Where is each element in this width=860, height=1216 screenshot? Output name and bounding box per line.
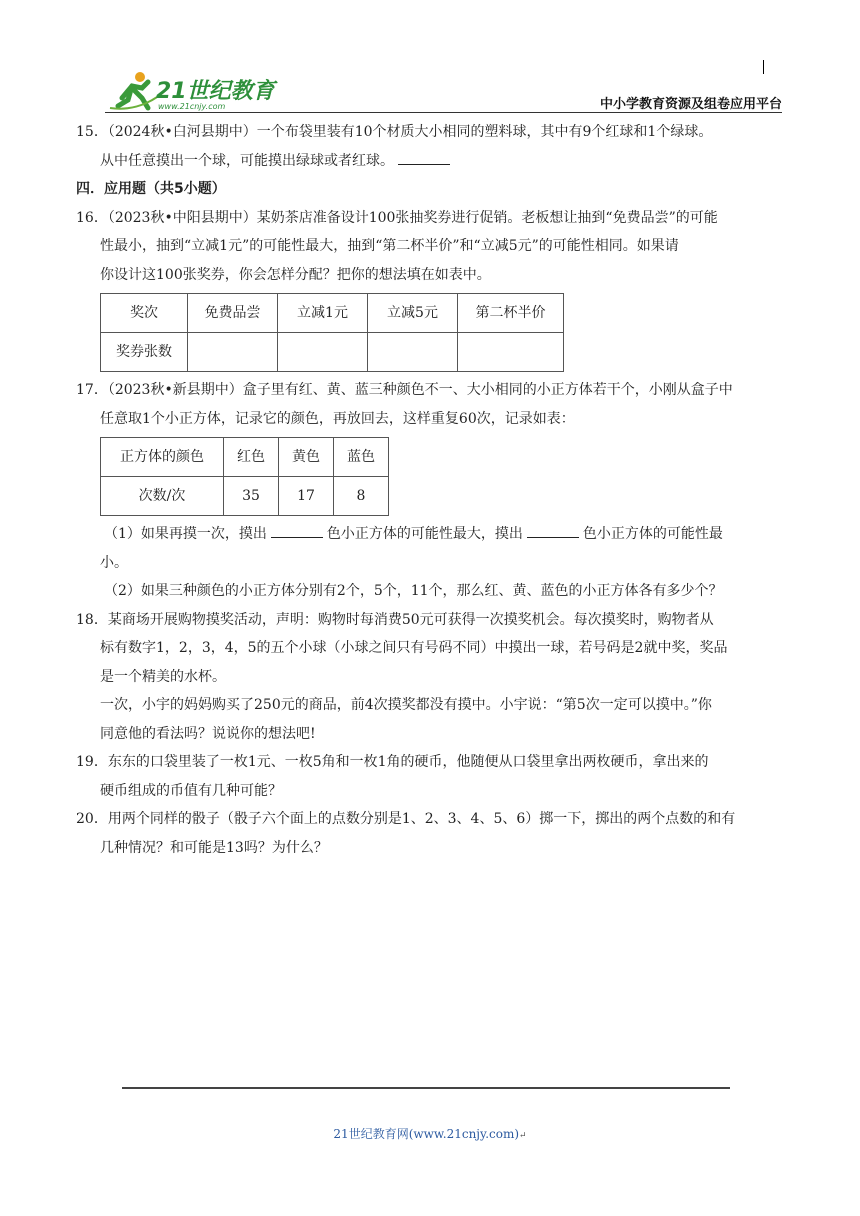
table-header-cell: 正方体的颜色 [101, 438, 224, 477]
question-15 [76, 118, 782, 175]
table-header-cell: 黄色 [279, 438, 334, 477]
question-18 [76, 606, 782, 749]
table-row [101, 333, 564, 372]
q17-sub-2: （2）如果三种颜色的小正方体分别有2个，5个，11个，那么红、黄、蓝色的小正方体各有多少个？ [104, 583, 723, 599]
q17-sub-1-part-a: （1）如果再摸一次，摸出 [104, 526, 267, 542]
table-cell: 17 [279, 477, 334, 516]
table-answer-cell[interactable] [278, 333, 368, 372]
table-header-cell: 红色 [224, 438, 279, 477]
table-header-cell: 立减5元 [368, 294, 458, 333]
table-header-cell: 立减1元 [278, 294, 368, 333]
q17-sub-1-part-b: 色小正方体的可能性最大，摸出 [326, 526, 523, 542]
document-body [76, 118, 782, 862]
q20-line-1: 20．用两个同样的骰子（骰子六个面上的点数分别是1、2、3、4、5、6）掷一下，掷出的两个点数的和有 [76, 811, 736, 827]
section-4-title: 四．应用题（共5小题） [76, 181, 226, 197]
answer-blank[interactable] [271, 523, 323, 538]
table-header-cell: 免费品尝 [188, 294, 278, 333]
q15-line-2 [76, 147, 782, 176]
table-cell: 次数/次 [101, 477, 224, 516]
question-19 [76, 748, 782, 805]
q18-line-1: 18．某商场开展购物摸奖活动，声明：购物时每消费50元可获得一次摸奖机会。每次摸奖时，购物者从 [76, 611, 714, 628]
table-header-cell: 蓝色 [334, 438, 389, 477]
q18-line-4: 一次，小宇的妈妈购买了250元的商品，前4次摸奖都没有摸中。小宇说：“第5次一定可以摸中。”你 [100, 697, 712, 713]
answer-blank[interactable] [398, 150, 450, 165]
table-header-row [101, 438, 389, 477]
table-row-label: 奖券张数 [101, 333, 188, 372]
q17-line-2: 任意取1个小正方体，记录它的颜色，再放回去，这样重复60次，记录如表： [100, 410, 575, 427]
question-20 [76, 805, 782, 862]
q16-line-1: 16．（2023秋•中阳县期中）某奶茶店准备设计100张抽奖券进行促销。老板想让抽到“免费品尝”的可能 [76, 209, 718, 226]
footer-text: 21世纪教育网(www.21cnjy.com) [333, 1127, 520, 1141]
platform-tagline: 中小学教育资源及组卷应用平台 [599, 97, 782, 112]
q17-sub-1-end: 小。 [100, 554, 128, 571]
corner-mark [763, 60, 764, 74]
table-answer-cell[interactable] [368, 333, 458, 372]
table-answer-cell[interactable] [458, 333, 564, 372]
table-cell: 8 [334, 477, 389, 516]
q18-line-2: 标有数字1，2，3，4，5的五个小球（小球之间只有号码不同）中摸出一球，若号码是2就中奖，奖品 [100, 640, 728, 656]
q19-line-1: 19．东东的口袋里装了一枚1元、一枚5角和一枚1角的硬币，他随便从口袋里拿出两枚硬币，拿出来的 [76, 754, 709, 770]
q18-line-5: 同意他的看法吗？说说你的想法吧! [100, 725, 316, 742]
q16-line-3: 你设计这100张奖券，你会怎样分配？把你的想法填在如表中。 [100, 266, 491, 283]
q17-record-table [100, 437, 389, 516]
q17-sub-1 [76, 520, 782, 549]
q17-line-1: 17．（2023秋•新县期中）盒子里有红、黄、蓝三种颜色不一、大小相同的小正方体若干个，小刚从盒子中 [76, 382, 733, 398]
q20-line-2: 几种情况？和可能是13吗？为什么？ [100, 839, 328, 856]
logo-text: 21世纪教育 [156, 79, 275, 104]
question-17 [76, 376, 782, 606]
table-cell: 35 [224, 477, 279, 516]
site-logo [108, 68, 283, 112]
table-row [101, 477, 389, 516]
footer-site-link[interactable] [0, 1125, 860, 1142]
q16-line-2: 性最小，抽到“立减1元”的可能性最大，抽到“第二杯半价”和“立减5元”的可能性相同。如果请 [100, 238, 679, 254]
q15-line-1: 15．（2024秋•白河县期中）一个布袋里装有10个材质大小相同的塑料球，其中有9个红球和1个绿球。 [76, 124, 713, 140]
q18-line-3: 是一个精美的水杯。 [100, 668, 226, 685]
q19-line-2: 硬币组成的币值有几种可能？ [100, 782, 282, 799]
question-16 [76, 204, 782, 373]
table-header-cell: 第二杯半价 [458, 294, 564, 333]
return-arrow-icon: ↵ [519, 1131, 527, 1141]
q16-prize-table [100, 293, 564, 372]
q15-line-2-text: 从中任意摸出一个球，可能摸出绿球或者红球。 [100, 152, 394, 169]
footer-divider [122, 1087, 730, 1089]
table-header-row [101, 294, 564, 333]
q17-sub-1-part-c: 色小正方体的可能性最 [582, 526, 723, 542]
table-answer-cell[interactable] [188, 333, 278, 372]
header-divider [105, 112, 782, 113]
logo-url: www.21cnjy.com [158, 102, 226, 111]
answer-blank[interactable] [527, 523, 579, 538]
table-header-cell: 奖次 [101, 294, 188, 333]
